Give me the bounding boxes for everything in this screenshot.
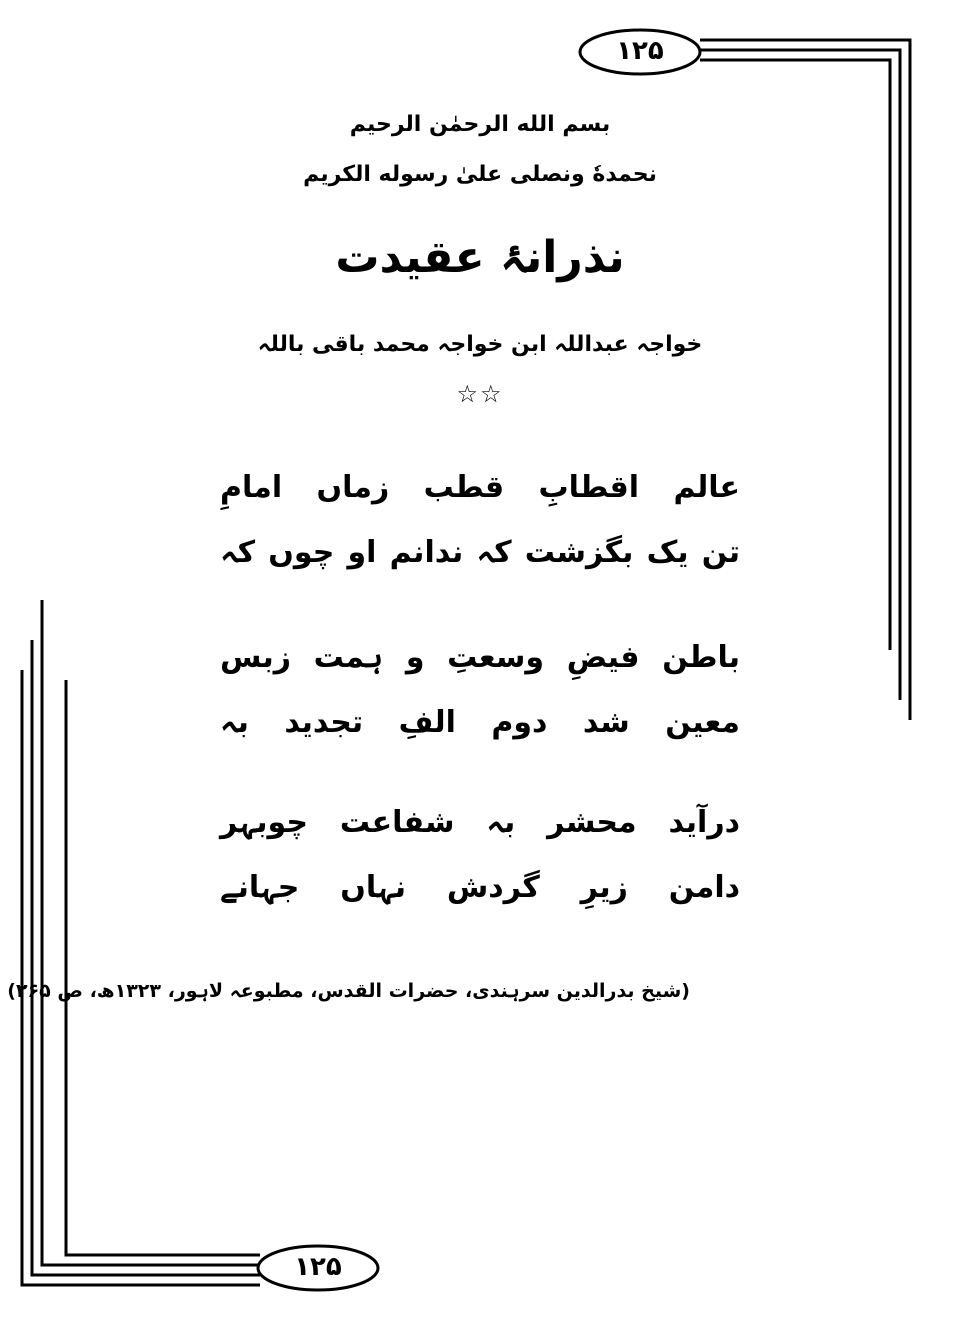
poem-word: یک bbox=[646, 535, 689, 570]
poem-word: درآید bbox=[668, 805, 740, 840]
poem-word: جہانے bbox=[220, 870, 300, 905]
poem-word: ندانم bbox=[389, 535, 464, 570]
poem-word: دوم bbox=[491, 705, 548, 740]
poem-word: و bbox=[405, 640, 425, 675]
poem-line bbox=[220, 705, 740, 740]
poem-word: عالم bbox=[673, 470, 740, 505]
poem-word: زماں bbox=[316, 470, 390, 505]
hamd-line: نحمدهٗ ونصلی علیٰ رسوله الکریم bbox=[303, 162, 657, 187]
poem-word: الفِ bbox=[398, 705, 456, 740]
citation: (شیخ بدرالدین سرہندی، حضرات القدس، مطبوعہ لاہور، ۱۳۲۳ھ، ص ۲۶۵) bbox=[7, 980, 690, 1002]
poem-word: کہ bbox=[476, 535, 512, 570]
poem-line bbox=[220, 805, 740, 840]
poem-word: او bbox=[347, 535, 377, 570]
poem-word: نہاں bbox=[340, 870, 406, 905]
poem-word: کہ bbox=[220, 535, 256, 570]
bottom-page-number: ۱۲۵ bbox=[294, 1252, 342, 1282]
poem-line bbox=[220, 470, 740, 505]
poem-word: گردش bbox=[446, 870, 540, 905]
poem-word: باطن bbox=[662, 640, 740, 675]
poem-word: بگزشت bbox=[524, 535, 634, 570]
poem-word: قطب bbox=[423, 470, 505, 505]
basmala: بسم الله الرحمٰن الرحیم bbox=[349, 112, 611, 137]
poem-word: اقطابِ bbox=[538, 470, 640, 505]
poem-word: ہمت bbox=[313, 640, 384, 675]
poem-word: تن bbox=[701, 535, 740, 570]
poem-word: زبس bbox=[220, 640, 291, 675]
poem-word: دامن bbox=[668, 870, 740, 905]
poem-word: امامِ bbox=[220, 470, 283, 505]
poem-word: زیرِ bbox=[580, 870, 628, 905]
poem-word: وسعتِ bbox=[447, 640, 544, 675]
stars-divider: ☆☆ bbox=[456, 380, 504, 408]
poem-word: معین bbox=[665, 705, 740, 740]
poem-word: چوں bbox=[268, 535, 335, 570]
poem-word: فیضِ bbox=[566, 640, 640, 675]
poem-line bbox=[220, 870, 740, 905]
top-page-number: ۱۲۵ bbox=[616, 36, 664, 66]
poem-word: چوبہر bbox=[220, 805, 308, 840]
poem-word: شد bbox=[582, 705, 630, 740]
poem-line bbox=[220, 535, 740, 570]
poem-line bbox=[220, 640, 740, 675]
poem-word: محشر bbox=[547, 805, 637, 840]
poem-word: بہ bbox=[220, 705, 249, 740]
poem-word: تجدید bbox=[284, 705, 364, 740]
poem-word: بہ bbox=[486, 805, 516, 840]
page-title: نذرانۂ عقیدت bbox=[335, 232, 625, 283]
author-line: خواجہ عبداللہ ابن خواجہ محمد باقی باللہ bbox=[257, 332, 703, 357]
poem-word: شفاعت bbox=[339, 805, 455, 840]
